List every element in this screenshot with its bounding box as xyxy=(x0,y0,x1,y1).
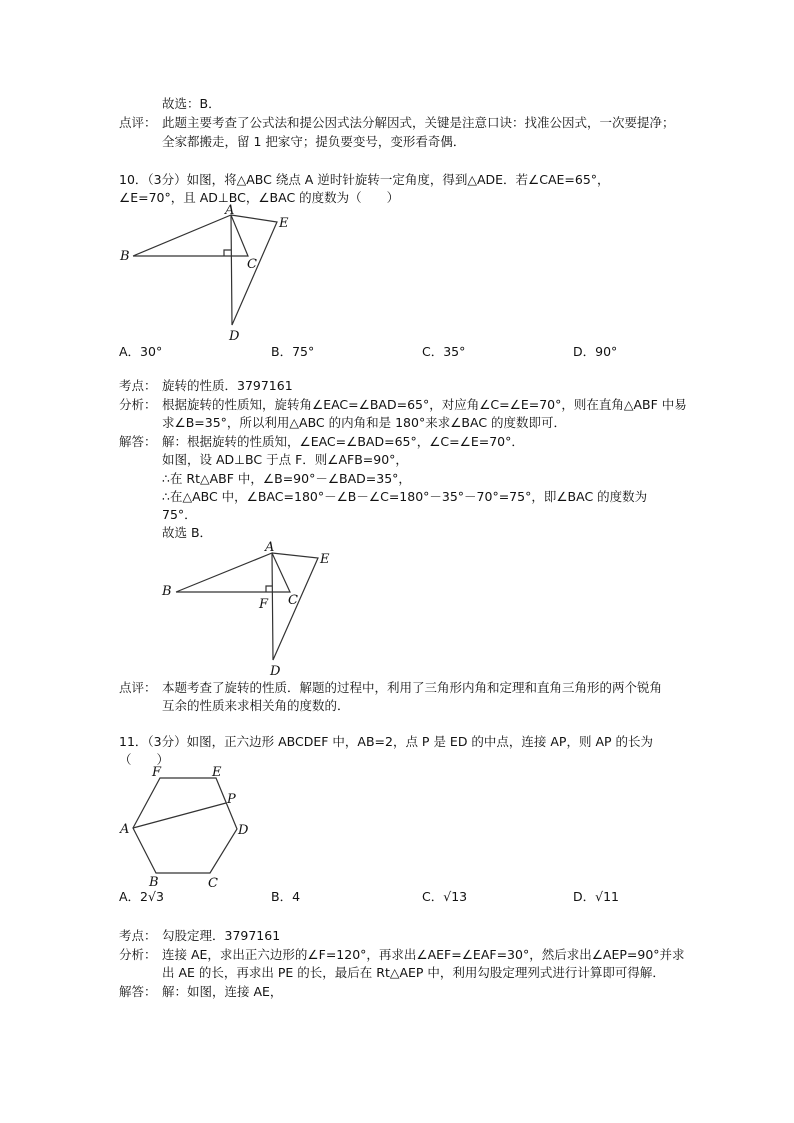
jieda-text: 故选 B． xyxy=(162,525,213,540)
kaodian-text: 旋转的性质．3797161 xyxy=(162,378,293,393)
label-C: C xyxy=(288,593,298,608)
q11-option-b: B．4 xyxy=(271,889,301,904)
label-F: F xyxy=(259,597,269,612)
q11-stem: （ ） xyxy=(119,752,170,767)
label-D: D xyxy=(238,823,249,838)
fenxi-label: 分析： xyxy=(119,397,157,412)
jieda-text: ∴在△ABC 中，∠BAC=180°－∠B－∠C=180°－35°－70°=75°，即∠BAC 的度数为 xyxy=(162,489,648,504)
label-P: P xyxy=(227,792,236,807)
q11-hexagon-figure xyxy=(133,778,237,873)
q10-option-c: C．35° xyxy=(422,344,466,359)
review-text: 全家都搬走，留 1 把家守；提负要变号，变形看奇偶． xyxy=(162,134,466,149)
fenxi-text: 连接 AE，求出正六边形的∠F=120°，再求出∠AEF=∠EAF=30°，然后求出∠AEP=90°并求 xyxy=(162,947,685,962)
label-B: B xyxy=(149,875,159,890)
fenxi-text: 求∠B=35°，所以利用△ABC 的内角和是 180°来求∠BAC 的度数即可． xyxy=(162,415,567,430)
q10-option-d: D．90° xyxy=(573,344,618,359)
label-D: D xyxy=(270,664,281,679)
dianping-text: 互余的性质来求相关角的度数的． xyxy=(162,698,350,713)
fenxi-text: 出 AE 的长，再求出 PE 的长，最后在 Rt△AEP 中，利用勾股定理列式进行计算即可得解． xyxy=(162,965,665,980)
review-text: 此题主要考查了公式法和提公因式法分解因式，关键是注意口诀：找准公因式，一次要提净； xyxy=(162,115,675,130)
q11-option-c: C．√13 xyxy=(422,889,468,904)
q10-stem: ∠E=70°，且 AD⊥BC，∠BAC 的度数为（ ） xyxy=(119,190,400,205)
jieda-label: 解答： xyxy=(119,434,157,449)
label-D: D xyxy=(229,329,240,344)
q11-stem: 11．（3分）如图，正六边形 ABCDEF 中，AB=2，点 P 是 ED 的中点，连接 AP，则 AP 的长为 xyxy=(119,734,654,749)
dianping-text: 本题考查了旋转的性质．解题的过程中，利用了三角形内角和定理和直角三角形的两个锐角 xyxy=(162,680,663,695)
jieda-text: 解：根据旋转的性质知，∠EAC=∠BAD=65°，∠C=∠E=70°． xyxy=(162,434,524,449)
kaodian-label: 考点： xyxy=(119,378,157,393)
label-C: C xyxy=(208,876,218,891)
q10-option-b: B．75° xyxy=(271,344,315,359)
jieda-text: 如图，设 AD⊥BC 于点 F．则∠AFB=90°， xyxy=(162,452,408,467)
label-C: C xyxy=(247,257,257,272)
kaodian-label: 考点： xyxy=(119,928,157,943)
jieda-text: 解：如图，连接 AE， xyxy=(162,984,283,999)
label-B: B xyxy=(120,249,130,264)
q10-stem: 10．（3分）如图，将△ABC 绕点 A 逆时针旋转一定角度，得到△ADE．若∠CAE=65°， xyxy=(119,172,610,187)
label-B: B xyxy=(162,584,172,599)
dianping-label: 点评： xyxy=(119,680,157,695)
kaodian-text: 勾股定理．3797161 xyxy=(162,928,281,943)
label-A: A xyxy=(225,203,235,218)
fenxi-text: 根据旋转的性质知，旋转角∠EAC=∠BAD=65°，对应角∠C=∠E=70°，则在直角△ABF 中易 xyxy=(162,397,687,412)
review-label: 点评： xyxy=(119,115,157,130)
label-A: A xyxy=(120,822,130,837)
label-F: F xyxy=(152,765,162,780)
label-E: E xyxy=(212,765,222,780)
label-A: A xyxy=(265,540,275,555)
prev-answer: 故选：B． xyxy=(162,96,221,111)
fenxi-label: 分析： xyxy=(119,947,157,962)
jieda-label: 解答： xyxy=(119,984,157,999)
q11-option-d: D．√11 xyxy=(573,889,619,904)
jieda-text: ∴在 Rt△ABF 中，∠B=90°－∠BAD=35°， xyxy=(162,471,411,486)
q11-option-a: A．2√3 xyxy=(119,889,164,904)
label-E: E xyxy=(320,552,330,567)
q10-option-a: A．30° xyxy=(119,344,163,359)
jieda-text: 75°． xyxy=(162,507,197,522)
label-E: E xyxy=(279,216,289,231)
